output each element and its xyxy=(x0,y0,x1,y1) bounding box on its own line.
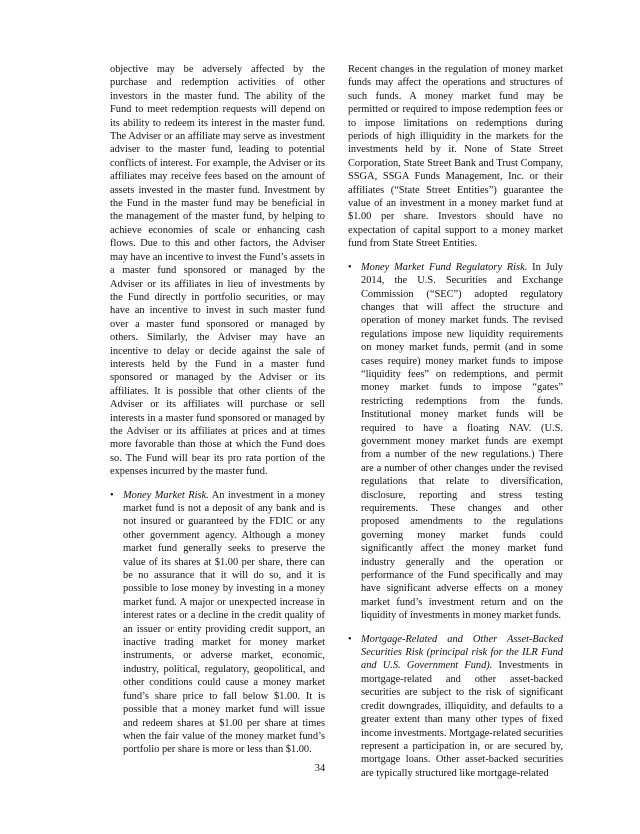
bullet-body: An investment in a money market fund is not a deposit of any bank and is not insured or guaranteed by the FDIC or any other government agency. Although a money market fund generally seeks to preserve the value of its shares at $1.00 per share, there can be no assurance that it will do so, and it is possible to lose money by investing in a money market fund. A major or unexpected increase in interest rates or a decline in the credit quality of an issuer or entity providing credit support, an inactive trading market for money market instruments, or adverse market, economic, industry, political, regulatory, geopolitical, and other conditions could cause a money market fund’s share price to fall below $1.00. It is possible that a money market fund will issue and redeem shares at $1.00 per share at times when the fair value of the money market fund’s portfolio per share is more or less than $1.00. xyxy=(123,489,325,756)
right-column xyxy=(348,63,563,780)
bullet-heading: Mortgage-Related and Other Asset-Backed Securities Risk (principal risk for the ILR Fund and U.S. Government Fund). xyxy=(361,633,563,672)
right-paragraph-1: Recent changes in the regulation of money market funds may affect the operations and structures of such funds. A money market fund may be permitted or required to impose redemption fees or to impose limitations on redemptions during periods of high illiquidity in the markets for the investments held by it. None of State Street Corporation, State Street Bank and Trust Company, SSGA, SSGA Funds Management, Inc. or their affiliates (“State Street Entities”) guarantee the value of an investment in a money market fund at $1.00 per share. Investors should have no expectation of capital support to a money market fund from State Street Entities. xyxy=(348,64,563,250)
left-paragraph-1: objective may be adversely affected by the purchase and redemption activities of other investors in the master fund. The ability of the Fund to meet redemption requests will depend on its ability to redeem its interest in the master fund. The Adviser or an affiliate may serve as investment adviser to the master fund, leading to potential conflicts of interest. For example, the Adviser or its affiliates may receive fees based on the amount of assets invested in the master fund. Investment by the Fund in the master fund may be beneficial in the management of the master fund, by helping to achieve economies of scale or enhancing cash flows. Due to this and other factors, the Adviser may have an incentive to invest the Fund’s assets in a master fund sponsored or managed by the Adviser or its affiliates in lieu of investments by the Fund directly in portfolio securities, or may have an incentive to invest in such master fund over a master fund sponsored or managed by others. Similarly, the Adviser may have an incentive to delay or decide against the sale of interests held by the Fund in a master fund sponsored or managed by the Adviser or its affiliates. It is possible that other clients of the Adviser or its affiliates will purchase or sell interests in a master fund sponsored or managed by the Adviser or its affiliates at prices and at times more favorable than those at which the Fund does so. The Fund will bear its pro rata portion of the expenses incurred by the master fund. xyxy=(110,64,325,478)
bullet-body: Investments in mortgage-related and other asset-backed securities are subject to the risk of significant credit downgrades, illiquidity, and defaults to a greater extent than many other types of fixed income investments. Mortgage-related securities represent a participation in, or are secured by, mortgage loans. Other asset-backed securities are typically structured like mortgage-related xyxy=(361,660,563,779)
left-column xyxy=(110,63,325,757)
bullet-icon: • xyxy=(348,633,352,645)
bullet-heading: Money Market Fund Regulatory Risk. xyxy=(361,261,528,273)
bullet-money-market-risk xyxy=(110,489,325,757)
page-number: 34 xyxy=(314,763,326,774)
bullet-body: In July 2014, the U.S. Securities and Exchange Commission (“SEC”) adopted regulatory changes that will affect the structure and operation of money market funds. The revised regulations impose new liquidity requirements on money market funds, permit (and in some cases require) money market funds to impose “liquidity fees” on redemptions, and permit money market funds to impose “gates” restricting redemptions from the funds. Institutional money market funds will be required to have a floating NAV. (U.S. government money market funds are exempt from a number of the new regulations.) There are a number of other changes under the revised regulations that relate to diversification, disclosure, reporting and stress testing requirements. These changes and other proposed amendments to the regulations governing money market funds could significantly affect the money market fund industry generally and the operation or performance of the Fund specifically and may have significant adverse effects on a money market fund’s investment return and on the liquidity of investments in money market funds. xyxy=(361,261,563,622)
bullet-icon: • xyxy=(110,489,114,501)
bullet-heading: Money Market Risk. xyxy=(123,489,209,501)
bullet-money-market-fund-regulatory-risk xyxy=(348,261,563,623)
bullet-icon: • xyxy=(348,261,352,273)
bullet-mortgage-related-risk xyxy=(348,633,563,780)
